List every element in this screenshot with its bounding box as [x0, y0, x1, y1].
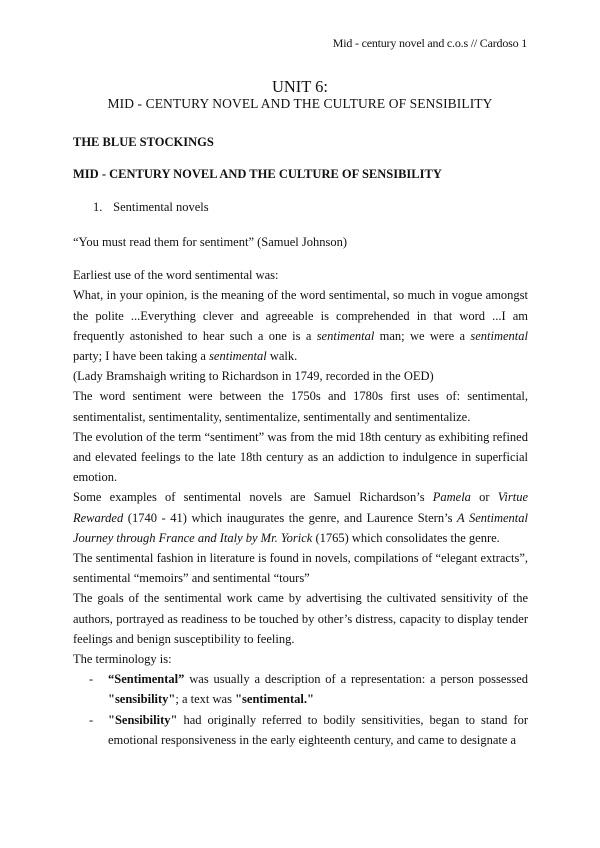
body-text — [73, 232, 528, 750]
unit-subtitle: MID - CENTURY NOVEL AND THE CULTURE OF SENSIBILITY — [107, 96, 493, 111]
paragraph-citation: (Lady Bramshaigh writing to Richardson in 1749, recorded in the OED) — [73, 369, 434, 384]
paragraph-evolution: The evolution of the term “sentiment” was from the mid 18th century as exhibiting refined and elevated feelings to the late 18th century as an addiction to indulgence in superficial emotion. — [73, 429, 528, 485]
item-label: Sentimental novels — [113, 200, 209, 214]
list-item: - “Sentimental” was usually a description of a representation: a person possessed "sensibility"; a text was "sentimental." — [89, 672, 528, 707]
item-number: 1. — [93, 200, 103, 214]
johnson-quote: “You must read them for sentiment” (Samuel Johnson) — [73, 235, 348, 249]
paragraph-terminology: The terminology is: — [73, 652, 172, 667]
running-header: Mid - century novel and c.o.s // Cardoso 1 — [332, 36, 527, 50]
paragraph-earliest-use: Earliest use of the word sentimental was: — [73, 268, 279, 283]
paragraph-fashion: The sentimental fashion in literature is found in novels, compilations of “elegant extracts”, sentimental “memoirs” and sentimental “tours” — [73, 551, 528, 586]
heading-blue-stockings: THE BLUE STOCKINGS — [73, 135, 214, 149]
paragraph-bramshaigh-quote: What, in your opinion, is the meaning of the word sentimental, so much in vogue amongst the polite ...Everything clever and agreeable is comprehended in that word ...I am frequently astonished to hear such a one is a sentimental man; we were a sentimental party; I have been taking a sentimental walk. — [73, 288, 528, 364]
paragraph-goals: The goals of the sentimental work came by advertising the cultivated sensitivity of the authors, portrayed as readiness to be touched by other’s distress, capacity to display tender feelings and benign susceptibility to feeling. — [73, 591, 528, 646]
numbered-item — [93, 200, 209, 215]
unit-title: UNIT 6: — [271, 77, 329, 96]
list-item: - "Sensibility" had originally referred to bodily sensitivities, began to stand for emotional responsiveness in the early eighteenth century, and came to designate a — [89, 712, 528, 747]
paragraph-word-sentiment: The word sentiment were between the 1750s and 1780s first uses of: sentimental, sentimentalist, sentimentality, sentimentalize, sentimentally and sentimentalize. — [73, 389, 528, 424]
terminology-list — [73, 669, 528, 750]
paragraph-examples: Some examples of sentimental novels are Samuel Richardson’s Pamela or Virtue Rewarded (1740 - 41) which inaugurates the genre, and Laurence Stern’s A Sentimental Journey through France and Italy by Mr. Yorick (1765) which consolidates the genre. — [73, 490, 529, 545]
heading-mid-century-novel: MID - CENTURY NOVEL AND THE CULTURE OF SENSIBILITY — [73, 167, 442, 181]
